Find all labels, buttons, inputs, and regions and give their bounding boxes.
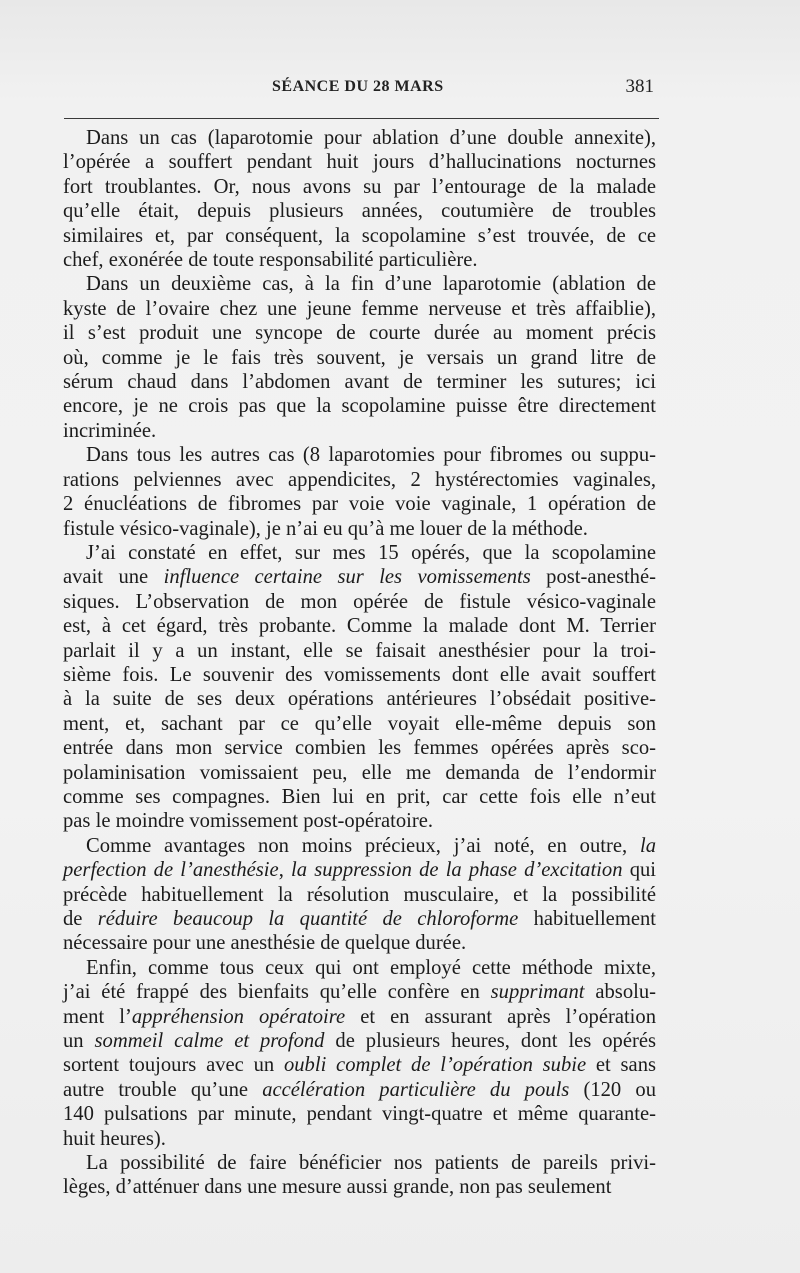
text-line: qu’elle était, depuis plusieurs années, coutumière de troubles <box>63 200 656 223</box>
emphasis: réduire beaucoup la quantité de chloroforme <box>97 908 519 930</box>
text-line: huit heures). <box>63 1127 166 1150</box>
text-line: un sommeil calme et profond de plusieurs heures, dont les opérés <box>63 1030 656 1053</box>
text-line: l’opérée a souffert pendant huit jours d’hallucinations nocturnes <box>63 151 656 174</box>
header-rule <box>64 118 659 119</box>
text-line: sième fois. Le souvenir des vomissements dont elle avait souffert <box>63 663 656 686</box>
text-line: 140 pulsations par minute, pendant vingt-quatre et même quarante- <box>63 1103 656 1126</box>
text-line: perfection de l’anesthésie, la suppression de la phase d’excitation qui <box>63 859 657 882</box>
text-line: fort troublantes. Or, nous avons su par l’entourage de la malade <box>63 175 656 198</box>
emphasis: influence certaine sur les vomissements <box>163 566 531 589</box>
text-line: pas le moindre vomissement post-opératoire. <box>63 810 434 833</box>
text-line: comme ses compagnes. Bien lui en prit, car cette fois elle n’eut <box>63 785 656 808</box>
text-line: Comme avantages non moins précieux, j’ai noté, en outre, la <box>86 834 656 857</box>
emphasis: perfection de l’anesthésie <box>63 859 279 882</box>
text-line: J’ai constaté en effet, sur mes 15 opérés, que la scopolamine <box>86 541 656 564</box>
paragraph <box>63 443 656 541</box>
text-line: il s’est produit une syncope de courte durée au moment précis <box>63 322 656 345</box>
text-line: fistule vésico-vaginale), je n’ai eu qu’à me louer de la méthode. <box>63 517 588 540</box>
text-line: La possibilité de faire bénéficier nos patients de pareils privi- <box>86 1152 656 1175</box>
text-line: lèges, d’atténuer dans une mesure aussi grande, non pas seulement <box>63 1176 612 1199</box>
emphasis: la suppression de la phase d’excitation <box>291 859 623 882</box>
text-line: Dans tous les autres cas (8 laparotomies pour fibromes ou suppu- <box>86 444 656 467</box>
text-line: chef, exonérée de toute responsabilité particulière. <box>63 249 478 272</box>
text-line: à la suite de ses deux opérations antérieures l’obsédait positive- <box>63 688 656 711</box>
text-line: 2 énucléations de fibromes par voie voie vaginale, 1 opération de <box>63 493 656 516</box>
text-line: siques. L’observation de mon opérée de fistule vésico-vaginale <box>63 590 656 613</box>
text-line: Dans un cas (laparotomie pour ablation d’une double annexite), <box>86 127 656 149</box>
emphasis: sommeil calme et profond <box>94 1030 325 1053</box>
text-line: incriminée. <box>63 419 157 442</box>
paragraph <box>63 834 657 956</box>
text-line: parlait il y a un instant, elle se faisait anesthésier pour la troi- <box>63 639 656 662</box>
text-line: autre trouble qu’une accélération particulière du pouls (120 ou <box>63 1078 656 1101</box>
text-line: rations pelviennes avec appendicites, 2 hystérectomies vaginales, <box>63 468 656 491</box>
text-line: ment l’appréhension opératoire et en assurant après l’opération <box>63 1005 656 1028</box>
text-line: similaires et, par conséquent, la scopolamine s’est trouvée, de ce <box>63 224 656 247</box>
body-text <box>63 126 657 1200</box>
text-line: ment, et, sachant par ce qu’elle voyait elle-même depuis son <box>63 712 656 735</box>
text-line: précède habituellement la résolution musculaire, et la possibilité <box>63 883 656 906</box>
text-line: avait une influence certaine sur les vomissements post-anesthé- <box>63 566 656 589</box>
paragraph <box>63 126 656 272</box>
page-header <box>62 76 658 102</box>
text-line: j’ai été frappé des bienfaits qu’elle confère en supprimant absolu- <box>63 981 656 1004</box>
emphasis: supprimant <box>490 981 585 1004</box>
paragraph <box>63 1151 656 1200</box>
running-title: SÉANCE DU 28 MARS <box>272 78 444 95</box>
emphasis: appréhension opératoire <box>131 1005 346 1028</box>
paragraph <box>63 956 657 1151</box>
text-line: sérum chaud dans l’abdomen avant de terminer les sutures; ici <box>63 371 656 394</box>
text-line: entrée dans mon service combien les femmes opérées après sco- <box>63 737 656 760</box>
paragraph <box>63 272 656 443</box>
text-line: où, comme je le fais très souvent, je versais un grand litre de <box>63 346 656 369</box>
text-line: est, à cet égard, très probante. Comme la malade dont M. Terrier <box>63 615 656 638</box>
text-line: polaminisation vomissaient peu, elle me demanda de l’endormir <box>63 761 656 784</box>
emphasis: accélération particulière du pouls <box>262 1078 570 1101</box>
text-line: sortent toujours avec un oubli complet de l’opération subie et sans <box>63 1054 657 1077</box>
emphasis: oubli complet de l’opération subie <box>283 1054 587 1077</box>
text-line: nécessaire pour une anesthésie de quelque durée. <box>63 932 467 955</box>
text-line: Enfin, comme tous ceux qui ont employé cette méthode mixte, <box>86 956 656 979</box>
text-line: Dans un deuxième cas, à la fin d’une laparotomie (ablation de <box>86 273 656 296</box>
paragraph <box>63 541 656 834</box>
emphasis: la <box>639 834 656 857</box>
page-number: 381 <box>625 76 654 97</box>
text-line: kyste de l’ovaire chez une jeune femme nerveuse et très affaiblie), <box>63 297 656 320</box>
text-line: encore, je ne crois pas que la scopolamine puisse être directement <box>63 395 656 418</box>
text-line: de réduire beaucoup la quantité de chloroforme habituellement <box>63 908 656 930</box>
